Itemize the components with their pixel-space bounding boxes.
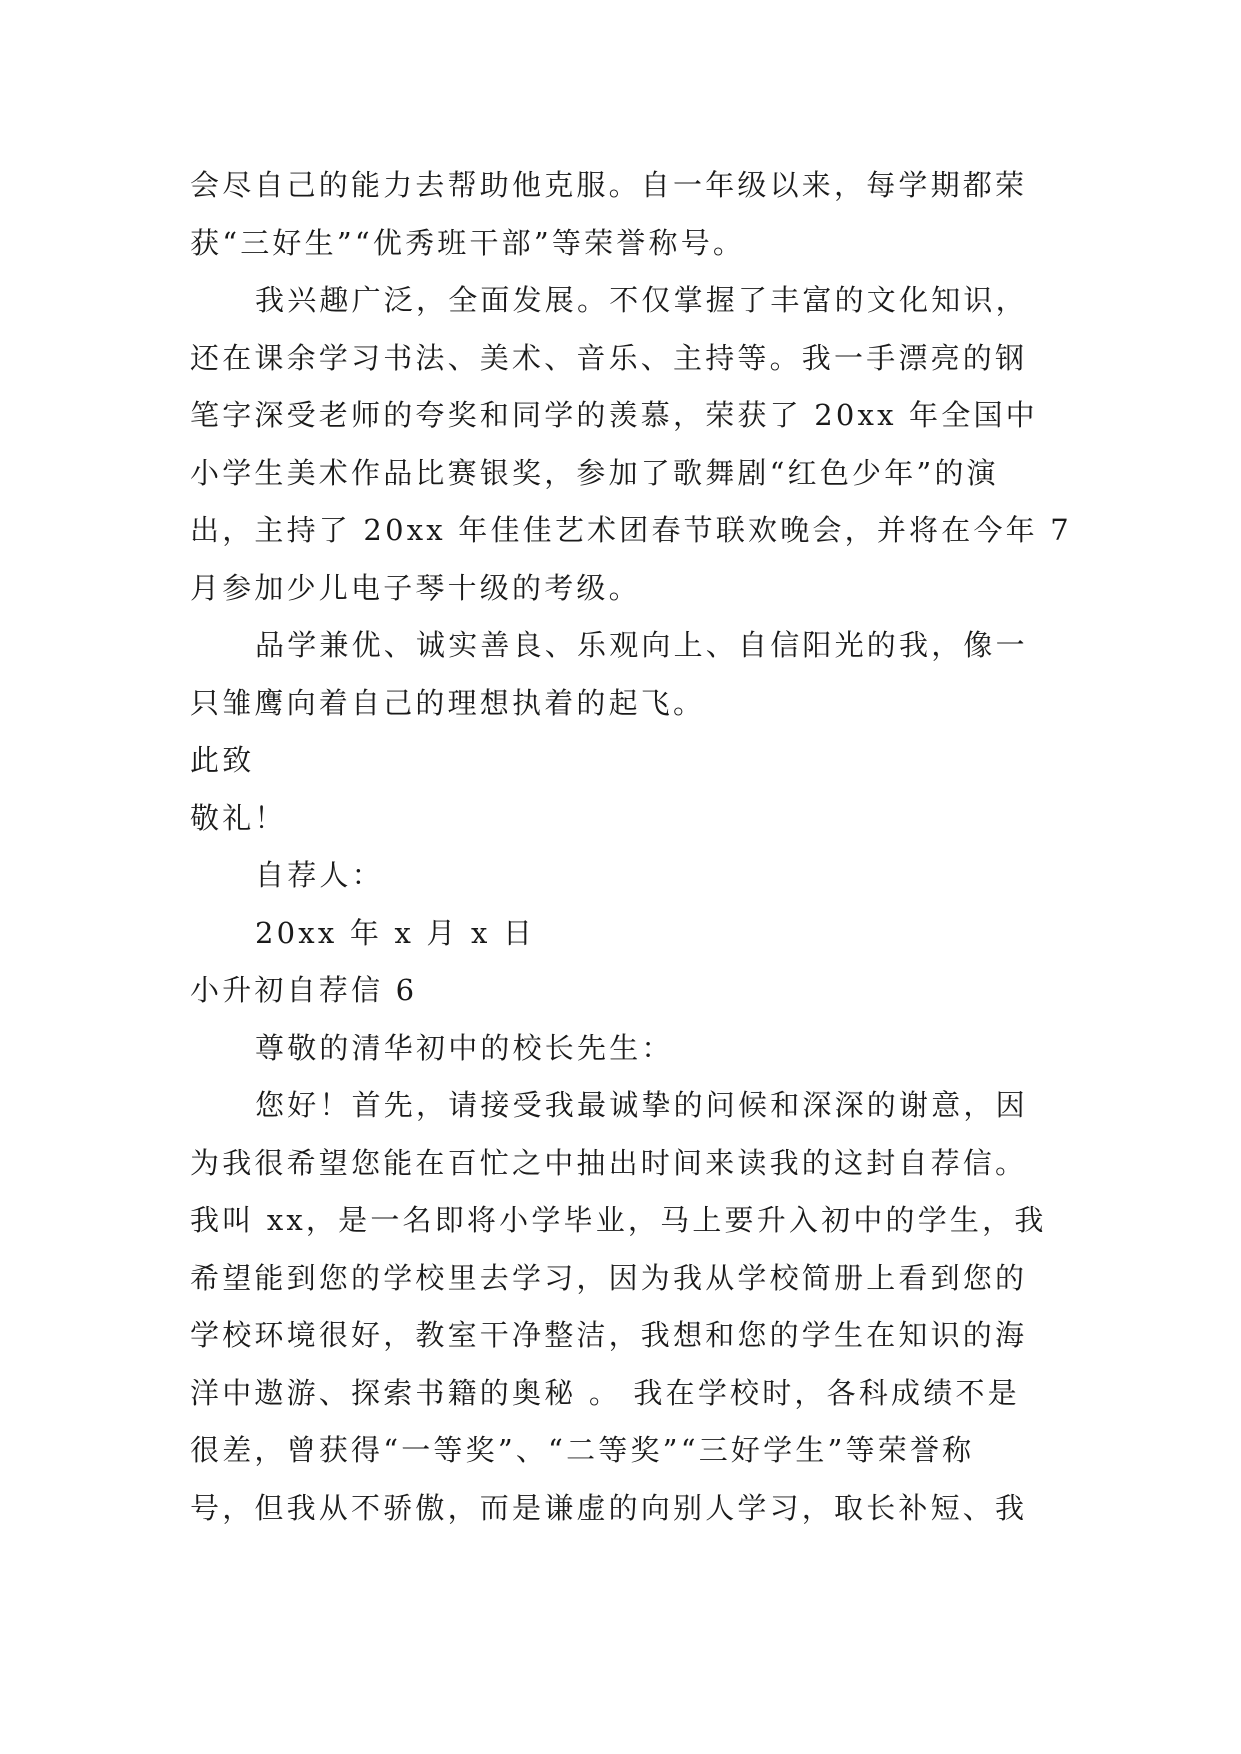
text-line: 小学生美术作品比赛银奖，参加了歌舞剧“红色少年”的演 [190,455,999,490]
closing-respect: 敬礼！ [190,800,287,835]
paragraph-start-line: 我兴趣广泛，全面发展。不仅掌握了丰富的文化知识， [255,283,1028,317]
letter-greeting: 尊敬的清华初中的校长先生： [255,1030,674,1065]
text-line: 笔字深受老师的夸奖和同学的羡慕，荣获了 20xx 年全国中 [190,398,1038,432]
signature-label: 自荐人： [255,858,384,892]
text-line: 我叫 xx，是一名即将小学毕业，马上要升入初中的学生，我 [190,1203,1047,1237]
text-line: 号，但我从不骄傲，而是谦虚的向别人学习，取长补短、我 [190,1490,1028,1525]
section-heading: 小升初自荐信 6 [190,973,418,1007]
text-line: 学校环境很好，教室干净整洁，我想和您的学生在知识的海 [190,1318,1028,1352]
text-line: 只雏鹰向着自己的理想执着的起飞。 [190,685,706,720]
text-line: 出，主持了 20xx 年佳佳艺术团春节联欢晚会，并将在今年 7 [190,513,1072,547]
closing-salutation: 此致 [190,743,255,777]
text-line: 希望能到您的学校里去学习，因为我从学校简册上看到您的 [190,1260,1028,1295]
text-line: 很差，曾获得“一等奖”、“二等奖”“三好学生”等荣誉称 [190,1433,975,1467]
document-body [190,157,1072,1537]
text-line: 为我很希望您能在百忙之中抽出时间来读我的这封自荐信。 [190,1145,1028,1180]
paragraph-start-line: 您好！首先，请接受我最诚挚的问候和深深的谢意，因 [255,1088,1028,1122]
text-line: 会尽自己的能力去帮助他克服。自一年级以来，每学期都荣 [190,168,1028,202]
signature-date: 20xx 年 x 月 x 日 [255,915,536,950]
text-line: 月参加少儿电子琴十级的考级。 [190,570,641,605]
paragraph-start-line: 品学兼优、诚实善良、乐观向上、自信阳光的我，像一 [255,628,1028,662]
text-line: 获“三好生”“优秀班干部”等荣誉称号。 [190,225,746,260]
text-line: 还在课余学习书法、美术、音乐、主持等。我一手漂亮的钢 [190,340,1028,375]
text-line: 洋中遨游、探索书籍的奥秘 。 我在学校时，各科成绩不是 [190,1375,1020,1410]
